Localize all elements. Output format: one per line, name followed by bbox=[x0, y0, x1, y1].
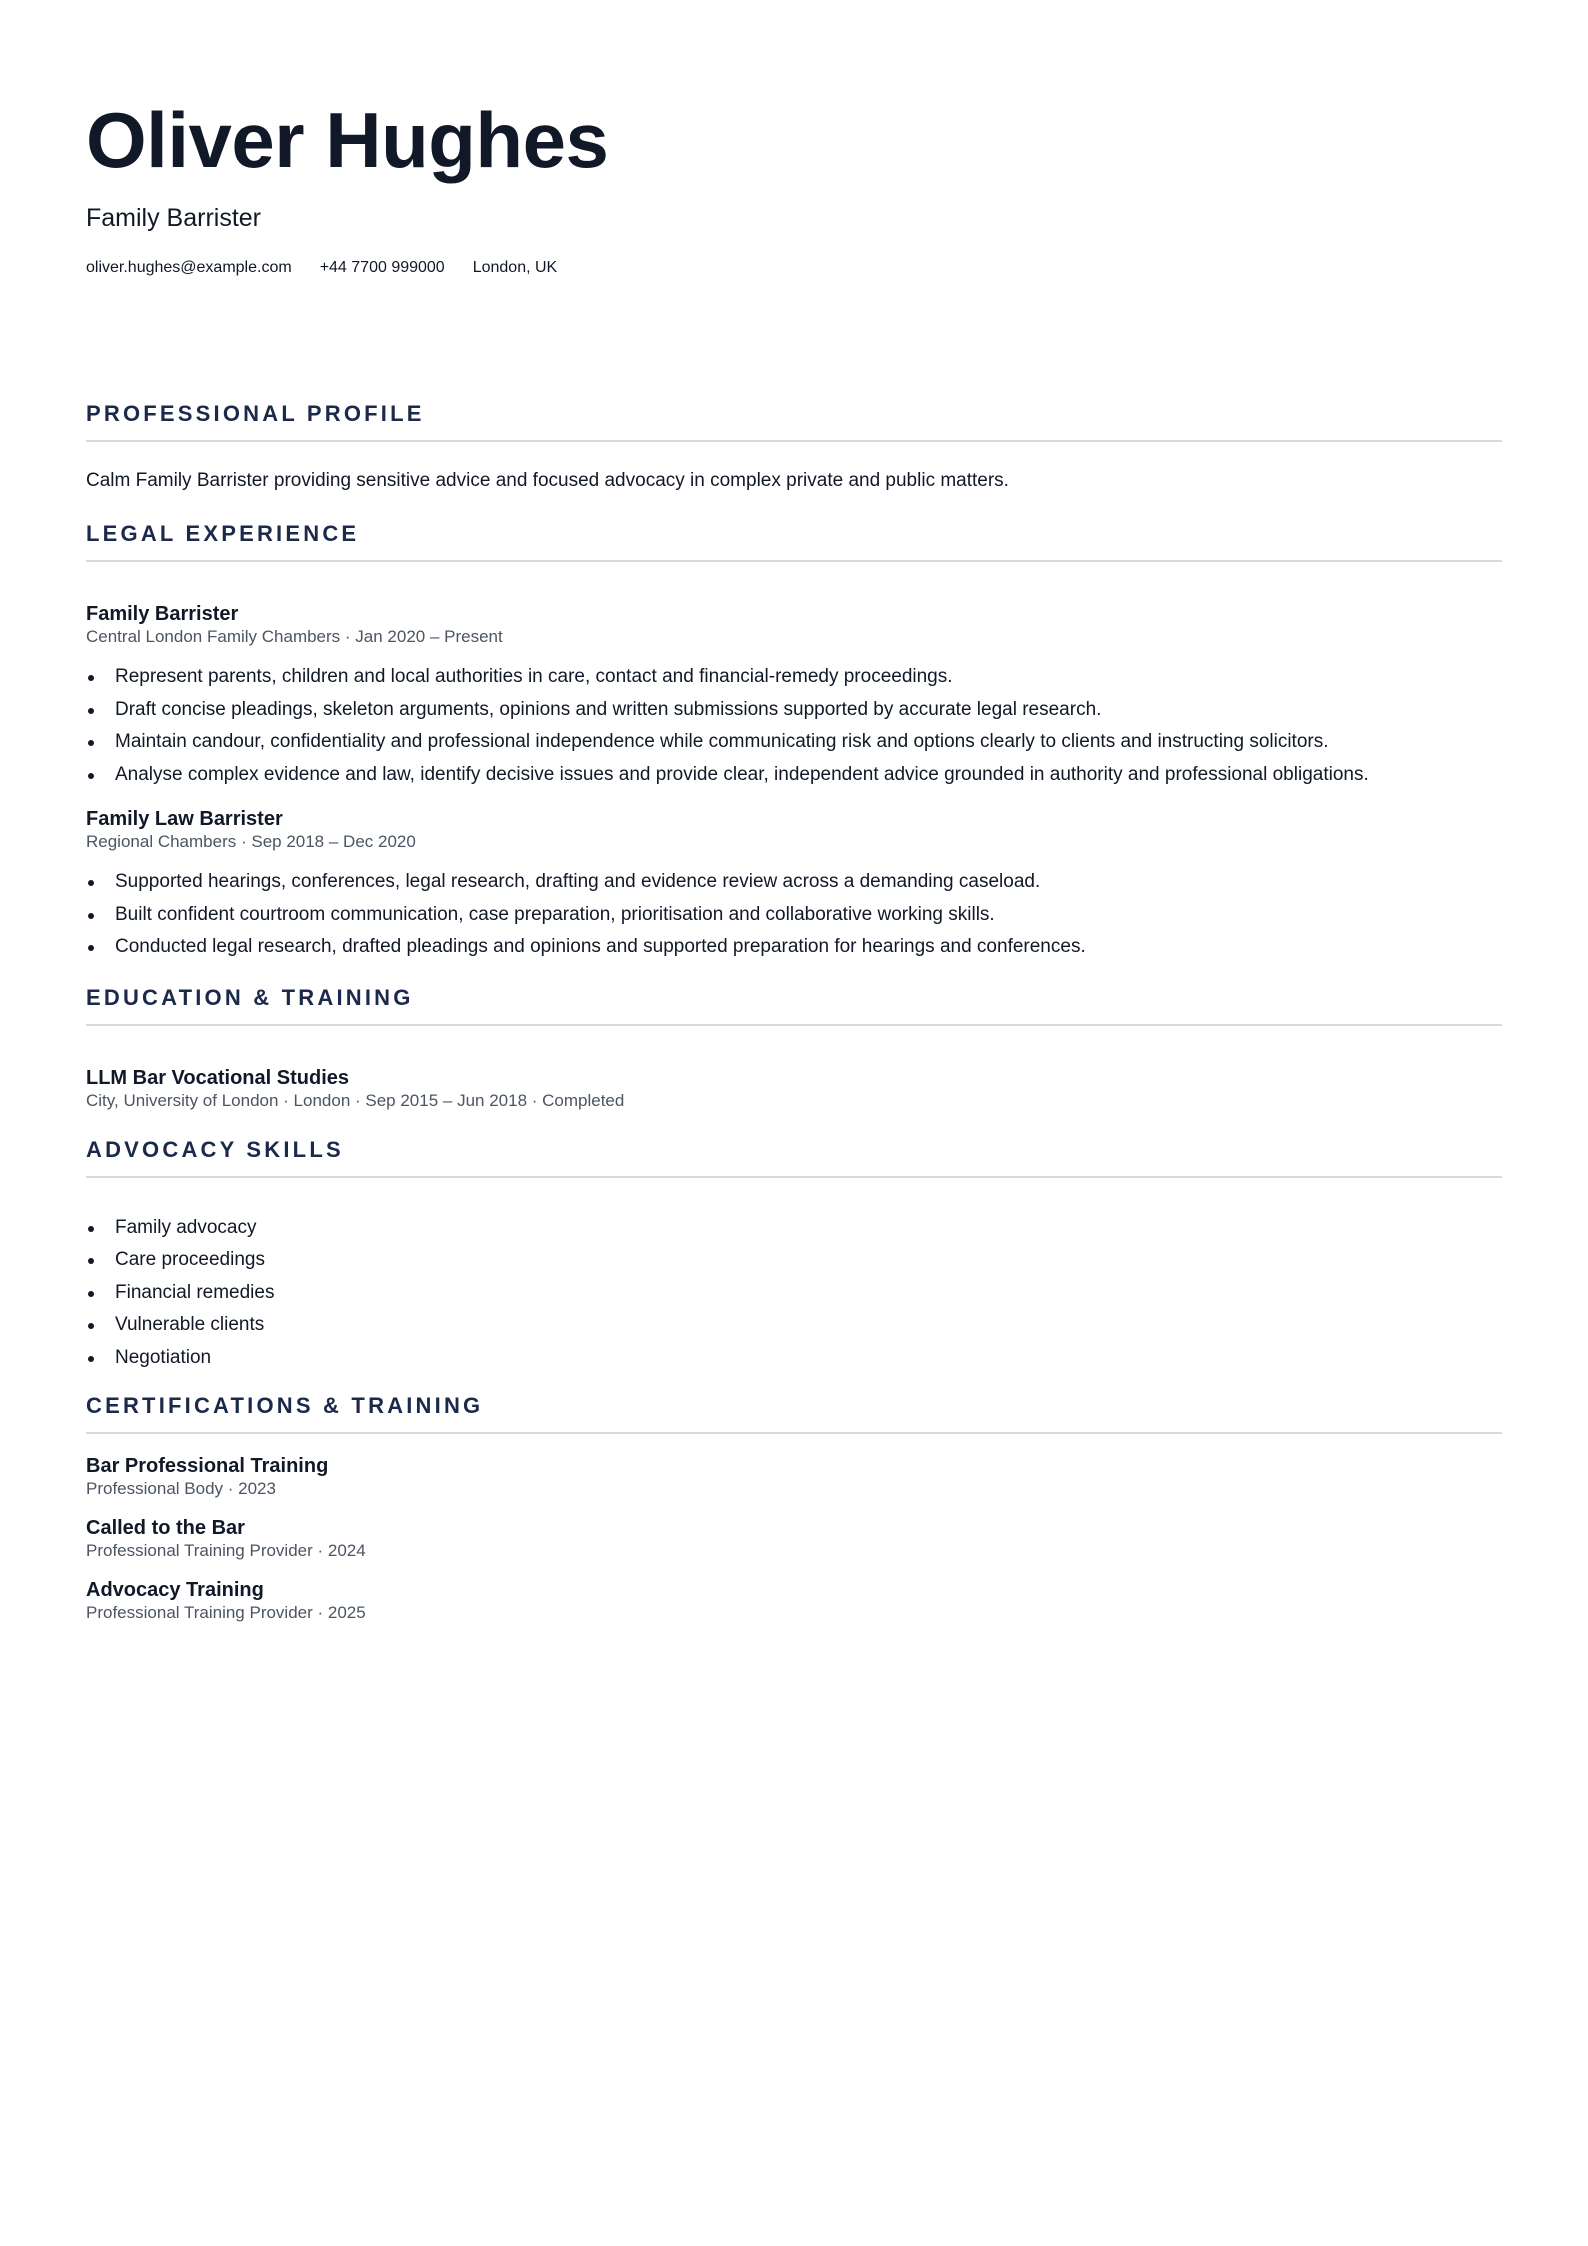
job-bullets bbox=[86, 661, 1502, 791]
section-heading-certifications: CERTIFICATIONS & TRAINING bbox=[86, 1392, 1502, 1434]
section-experience bbox=[86, 520, 1502, 964]
list-item: Care proceedings bbox=[86, 1244, 1502, 1277]
contact-line bbox=[86, 258, 1502, 278]
list-item: Conducted legal research, drafted pleadings and opinions and supported preparation for hearings and conferences. bbox=[86, 931, 1502, 964]
list-item: Analyse complex evidence and law, identify decisive issues and provide clear, independent advice grounded in authority and professional obligations. bbox=[86, 759, 1502, 792]
certification-title: Bar Professional Training bbox=[86, 1455, 329, 1477]
certification-title: Called to the Bar bbox=[86, 1517, 245, 1539]
list-item: Built confident courtroom communication, case preparation, prioritisation and collaborative working skills. bbox=[86, 899, 1502, 932]
certification-meta: Professional Training Provider · 2024 bbox=[86, 1541, 366, 1560]
section-heading-skills: ADVOCACY SKILLS bbox=[86, 1136, 1502, 1178]
skills-list bbox=[86, 1212, 1502, 1375]
job-meta: Central London Family Chambers · Jan 2020 – Present bbox=[86, 627, 503, 646]
degree-meta: City, University of London · London · Sep 2015 – Jun 2018 · Completed bbox=[86, 1090, 625, 1110]
certification-entry bbox=[86, 1454, 1502, 1500]
job-meta: Regional Chambers · Sep 2018 – Dec 2020 bbox=[86, 832, 416, 851]
list-item: Financial remedies bbox=[86, 1277, 1502, 1310]
certification-meta: Professional Body · 2023 bbox=[86, 1479, 276, 1498]
education-entry bbox=[86, 1066, 1502, 1112]
section-skills bbox=[86, 1136, 1502, 1375]
list-item: Negotiation bbox=[86, 1342, 1502, 1375]
list-item: Represent parents, children and local authorities in care, contact and financial-remedy proceedings. bbox=[86, 661, 1502, 694]
list-item: Family advocacy bbox=[86, 1212, 1502, 1245]
section-education bbox=[86, 984, 1502, 1112]
certification-entry bbox=[86, 1578, 1502, 1624]
job-title: Family Law Barrister bbox=[86, 808, 283, 830]
contact-email: oliver.hughes@example.com bbox=[86, 259, 292, 276]
job-title: Family Barrister bbox=[86, 603, 239, 625]
certification-meta: Professional Training Provider · 2025 bbox=[86, 1603, 366, 1622]
contact-phone: +44 7700 999000 bbox=[319, 259, 445, 276]
list-item: Supported hearings, conferences, legal research, drafting and evidence review across a demanding caseload. bbox=[86, 866, 1502, 899]
section-profile bbox=[86, 400, 1502, 494]
experience-entry bbox=[86, 602, 1502, 791]
contact-location: London, UK bbox=[472, 259, 558, 276]
degree-title: LLM Bar Vocational Studies bbox=[86, 1066, 349, 1089]
candidate-role: Family Barrister bbox=[86, 204, 262, 232]
section-heading-education: EDUCATION & TRAINING bbox=[86, 984, 1502, 1026]
list-item: Maintain candour, confidentiality and professional independence while communicating risk and options clearly to clients and instructing solicitors. bbox=[86, 726, 1502, 759]
job-bullets bbox=[86, 866, 1502, 964]
list-item: Draft concise pleadings, skeleton arguments, opinions and written submissions supported by accurate legal research. bbox=[86, 694, 1502, 727]
certification-title: Advocacy Training bbox=[86, 1579, 264, 1601]
certification-entry bbox=[86, 1516, 1502, 1562]
profile-summary: Calm Family Barrister providing sensitive advice and focused advocacy in complex private and public matters. bbox=[86, 470, 1009, 491]
section-heading-profile: PROFESSIONAL PROFILE bbox=[86, 400, 1502, 442]
section-certifications bbox=[86, 1392, 1502, 1624]
experience-entry bbox=[86, 807, 1502, 964]
list-item: Vulnerable clients bbox=[86, 1309, 1502, 1342]
section-heading-experience: LEGAL EXPERIENCE bbox=[86, 520, 1502, 562]
candidate-name: Oliver Hughes bbox=[86, 96, 609, 184]
